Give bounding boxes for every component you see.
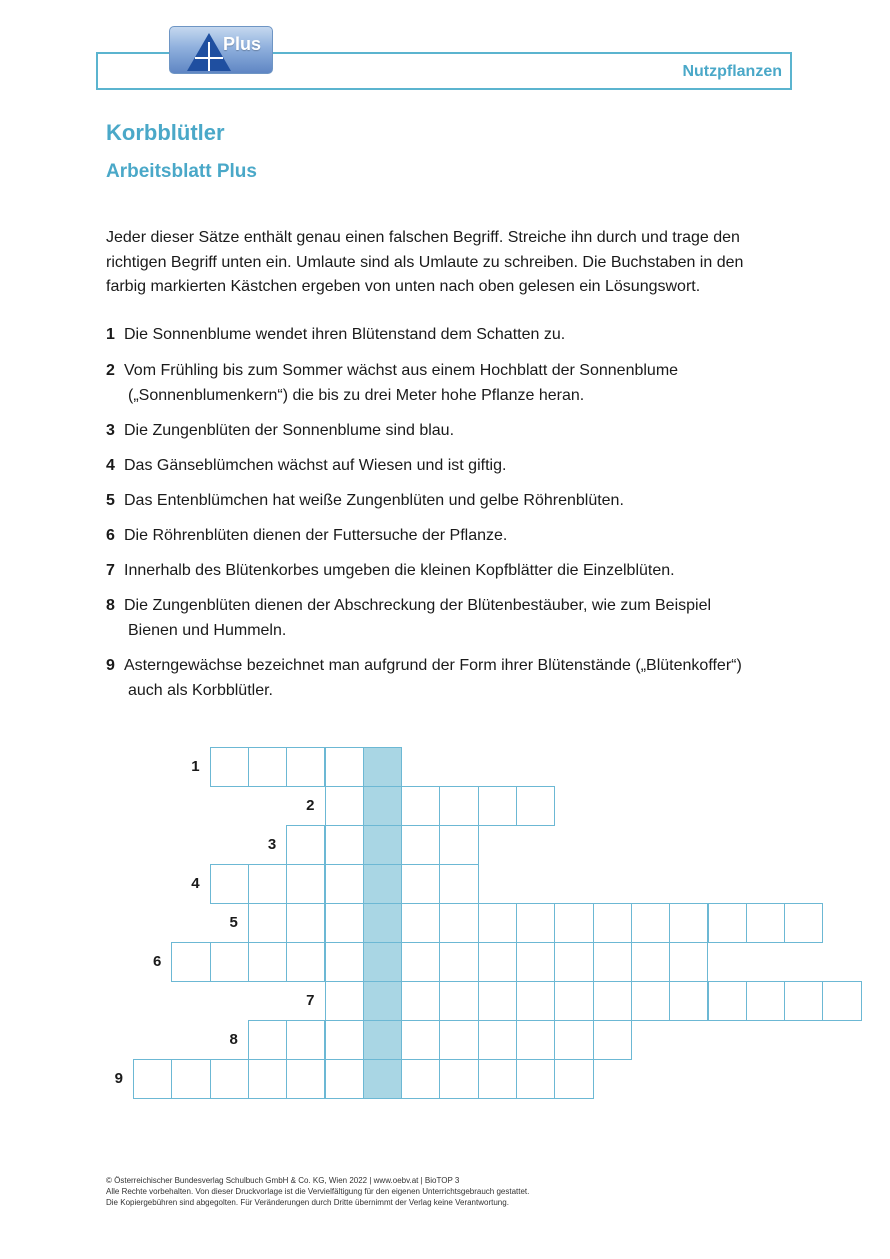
crossword-cell[interactable] bbox=[478, 1059, 517, 1099]
crossword-row-number: 8 bbox=[229, 1031, 238, 1048]
crossword-cell[interactable] bbox=[631, 942, 670, 982]
crossword-cell[interactable] bbox=[325, 747, 364, 787]
task-text: Asterngewächse bezeichnet man aufgrund der Form ihrer Blütenstände („Blütenkoffer“) bbox=[124, 657, 742, 674]
crossword-cell[interactable] bbox=[248, 903, 287, 943]
crossword-cell[interactable] bbox=[822, 981, 861, 1021]
task-text-continued: auch als Korbblütler. bbox=[128, 681, 273, 699]
crossword-cell[interactable] bbox=[669, 942, 708, 982]
crossword-cell[interactable] bbox=[286, 864, 325, 904]
crossword-cell[interactable] bbox=[325, 786, 364, 826]
crossword-cell[interactable] bbox=[593, 903, 632, 943]
crossword-cell[interactable] bbox=[325, 864, 364, 904]
crossword-cell[interactable] bbox=[516, 942, 555, 982]
page-subtitle: Arbeitsblatt Plus bbox=[106, 161, 257, 182]
crossword-cell[interactable] bbox=[248, 1020, 287, 1060]
crossword-cell[interactable] bbox=[631, 981, 670, 1021]
copyright-footer bbox=[106, 1175, 529, 1208]
task-text: Die Sonnenblume wendet ihren Blütenstand dem Schatten zu. bbox=[124, 326, 566, 343]
crossword-cell[interactable] bbox=[325, 1059, 364, 1099]
crossword-cell[interactable] bbox=[210, 747, 249, 787]
task-number: 3 bbox=[106, 422, 115, 439]
page-title: Korbblütler bbox=[106, 120, 225, 145]
crossword-cell[interactable] bbox=[171, 1059, 210, 1099]
crossword-cell[interactable] bbox=[401, 942, 440, 982]
crossword-cell[interactable] bbox=[401, 981, 440, 1021]
crossword-cell[interactable] bbox=[554, 981, 593, 1021]
crossword-solution-cell[interactable] bbox=[363, 942, 402, 982]
crossword-cell[interactable] bbox=[401, 864, 440, 904]
crossword-cell[interactable] bbox=[210, 864, 249, 904]
crossword-cell[interactable] bbox=[286, 903, 325, 943]
task-text-continued: („Sonnenblumenkern“) die bis zu drei Meter hohe Pflanze heran. bbox=[128, 386, 585, 404]
crossword-cell[interactable] bbox=[325, 1020, 364, 1060]
task-text: Die Zungenblüten dienen der Abschreckung der Blütenbestäuber, wie zum Beispiel bbox=[124, 597, 712, 614]
crossword-cell[interactable] bbox=[554, 1059, 593, 1099]
crossword-cell[interactable] bbox=[554, 942, 593, 982]
crossword-solution-cell[interactable] bbox=[363, 1059, 402, 1099]
task-text: Das Entenblümchen hat weiße Zungenblüten und gelbe Röhrenblüten. bbox=[124, 492, 624, 509]
crossword-cell[interactable] bbox=[669, 981, 708, 1021]
crossword-cell[interactable] bbox=[210, 1059, 249, 1099]
crossword-solution-cell[interactable] bbox=[363, 903, 402, 943]
crossword-cell[interactable] bbox=[439, 786, 478, 826]
task-text: Die Röhrenblüten dienen der Futtersuche der Pflanze. bbox=[124, 527, 508, 544]
crossword-cell[interactable] bbox=[325, 942, 364, 982]
crossword-cell[interactable] bbox=[248, 747, 287, 787]
crossword-cell[interactable] bbox=[210, 942, 249, 982]
crossword-row-number: 7 bbox=[306, 992, 315, 1009]
logo-text: Plus bbox=[223, 34, 262, 54]
crossword-row-number: 1 bbox=[191, 758, 200, 775]
crossword-cell[interactable] bbox=[439, 981, 478, 1021]
crossword-cell[interactable] bbox=[325, 825, 364, 865]
task-number: 4 bbox=[106, 457, 115, 474]
footer-line: Die Kopiergebühren sind abgegolten. Für Veränderungen durch Dritte übernimmt der Verlag keine Verantwortung. bbox=[106, 1198, 509, 1207]
task-number: 5 bbox=[106, 492, 115, 509]
crossword-solution-cell[interactable] bbox=[363, 864, 402, 904]
task-text: Innerhalb des Blütenkorbes umgeben die kleinen Kopfblätter die Einzelblüten. bbox=[124, 562, 675, 579]
crossword-cell[interactable] bbox=[708, 903, 747, 943]
crossword-cell[interactable] bbox=[401, 786, 440, 826]
task-number: 2 bbox=[106, 362, 115, 379]
crossword-cell[interactable] bbox=[516, 1020, 555, 1060]
crossword-cell[interactable] bbox=[133, 1059, 172, 1099]
crossword-cell[interactable] bbox=[478, 981, 517, 1021]
crossword-row-number: 5 bbox=[229, 914, 238, 931]
crossword-cell[interactable] bbox=[248, 942, 287, 982]
crossword-cell[interactable] bbox=[401, 1059, 440, 1099]
crossword-cell[interactable] bbox=[746, 981, 785, 1021]
crossword-cell[interactable] bbox=[516, 903, 555, 943]
crossword-row-number: 4 bbox=[191, 875, 200, 892]
footer-line: © Österreichischer Bundesverlag Schulbuch GmbH & Co. KG, Wien 2022 | www.oebv.at | BioTOP 3 bbox=[106, 1176, 460, 1185]
task-number: 1 bbox=[106, 326, 115, 343]
task-number: 6 bbox=[106, 527, 115, 544]
crossword-cell[interactable] bbox=[286, 1020, 325, 1060]
footer-line: Alle Rechte vorbehalten. Von dieser Druckvorlage ist die Vervielfältigung für den eigenen Unterrichtsgebrauch gestattet. bbox=[106, 1187, 530, 1196]
crossword-cell[interactable] bbox=[478, 786, 517, 826]
crossword-cell[interactable] bbox=[401, 903, 440, 943]
topic-label: Nutzpflanzen bbox=[682, 63, 782, 80]
crossword-cell[interactable] bbox=[631, 903, 670, 943]
crossword-cell[interactable] bbox=[554, 903, 593, 943]
crossword-cell[interactable] bbox=[286, 1059, 325, 1099]
crossword-cell[interactable] bbox=[593, 1020, 632, 1060]
crossword-cell[interactable] bbox=[248, 864, 287, 904]
crossword-solution-cell[interactable] bbox=[363, 747, 402, 787]
crossword-cell[interactable] bbox=[669, 903, 708, 943]
crossword-cell[interactable] bbox=[439, 825, 478, 865]
crossword-cell[interactable] bbox=[478, 903, 517, 943]
crossword-cell[interactable] bbox=[286, 942, 325, 982]
crossword-solution-cell[interactable] bbox=[363, 981, 402, 1021]
crossword-row-number: 9 bbox=[114, 1070, 123, 1087]
task-text: Vom Frühling bis zum Sommer wächst aus einem Hochblatt der Sonnenblume bbox=[124, 362, 679, 379]
crossword-cell[interactable] bbox=[325, 903, 364, 943]
crossword-cell[interactable] bbox=[516, 786, 555, 826]
crossword-cell[interactable] bbox=[478, 1020, 517, 1060]
crossword-cell[interactable] bbox=[516, 981, 555, 1021]
crossword-cell[interactable] bbox=[784, 981, 823, 1021]
crossword-cell[interactable] bbox=[784, 903, 823, 943]
crossword-solution-cell[interactable] bbox=[363, 786, 402, 826]
crossword-cell[interactable] bbox=[401, 825, 440, 865]
crossword-cell[interactable] bbox=[439, 1059, 478, 1099]
crossword-row-number: 3 bbox=[267, 836, 277, 853]
crossword-row-number: 2 bbox=[306, 797, 315, 814]
crossword-cell[interactable] bbox=[593, 942, 632, 982]
crossword-cell[interactable] bbox=[439, 1020, 478, 1060]
crossword-cell[interactable] bbox=[593, 981, 632, 1021]
crossword-cell[interactable] bbox=[746, 903, 785, 943]
task-text: Die Zungenblüten der Sonnenblume sind blau. bbox=[124, 422, 455, 439]
crossword-solution-cell[interactable] bbox=[363, 825, 402, 865]
task-text-continued: Bienen und Hummeln. bbox=[128, 621, 287, 639]
crossword-cell[interactable] bbox=[248, 1059, 287, 1099]
crossword-cell[interactable] bbox=[439, 864, 478, 904]
crossword-cell[interactable] bbox=[286, 747, 325, 787]
crossword-cell[interactable] bbox=[171, 942, 210, 982]
crossword-cell[interactable] bbox=[516, 1059, 555, 1099]
crossword-cell[interactable] bbox=[325, 981, 364, 1021]
task-text: Das Gänseblümchen wächst auf Wiesen und ist giftig. bbox=[124, 457, 507, 474]
crossword-row-number: 6 bbox=[152, 953, 162, 970]
instructions: Jeder dieser Sätze enthält genau einen falschen Begriff. Streiche ihn durch und trage den richtigen Begriff unten ein. Umlaute sind als Umlaute zu schreiben. Die Buchstaben in den farbig markierten Kästchen ergeben von unten nach oben gelesen ein Lösungswort. bbox=[106, 229, 744, 295]
crossword-cell[interactable] bbox=[439, 903, 478, 943]
crossword-cell[interactable] bbox=[554, 1020, 593, 1060]
crossword-cell[interactable] bbox=[439, 942, 478, 982]
task-number: 7 bbox=[106, 562, 115, 579]
task-number: 8 bbox=[106, 597, 115, 614]
crossword-cell[interactable] bbox=[286, 825, 325, 865]
crossword-cell[interactable] bbox=[478, 942, 517, 982]
task-number: 9 bbox=[106, 657, 115, 674]
crossword-solution-cell[interactable] bbox=[363, 1020, 402, 1060]
crossword-cell[interactable] bbox=[401, 1020, 440, 1060]
crossword-cell[interactable] bbox=[708, 981, 747, 1021]
